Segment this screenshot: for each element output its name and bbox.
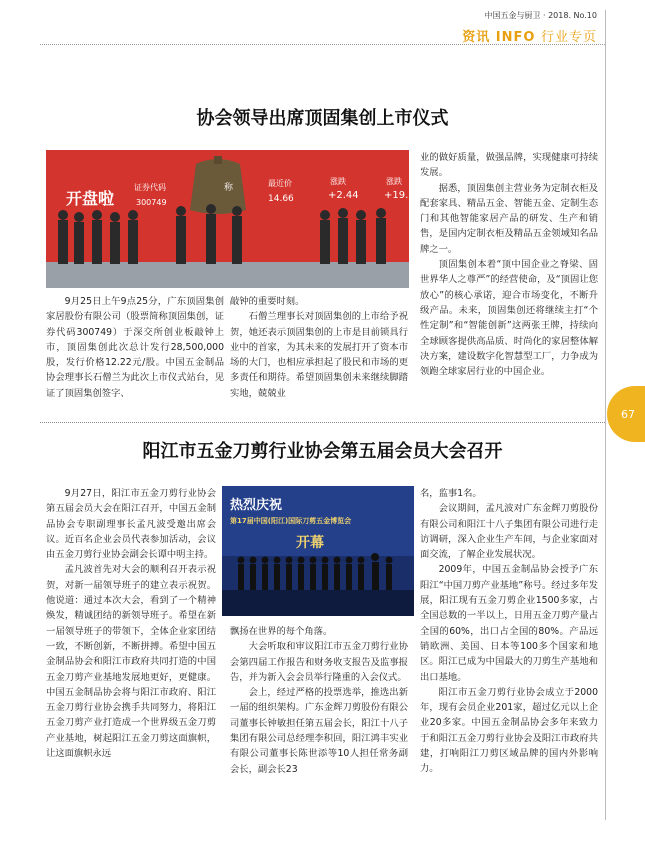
screen-open-text: 开盘啦: [66, 189, 115, 208]
section-en: INFO: [495, 30, 536, 45]
screen-latest-value: 14.66: [268, 194, 294, 204]
listing-ceremony-illustration: [46, 150, 409, 288]
article1-photo: [46, 150, 409, 288]
banner-line1: 热烈庆祝: [230, 498, 283, 513]
article2-column-2: [230, 624, 408, 777]
paragraph: 阳江市五金刀剪行业协会成立于2000年，现有会员企业201家，超过亿元以上企业20多家。中国五金制品协会多年来致力于和阳江五金刀剪行业协会及阳江市政府共建，打响阳江刀剪区域品牌的国内外影响力。: [420, 686, 598, 775]
screen-change-label: 涨跌: [330, 177, 346, 186]
screen-change-pct-label: 涨跌: [386, 177, 402, 186]
paragraph: 大会听取和审议阳江市五金刀剪行业协会第四届工作报告和财务收支报告及监事报告，并为新入会会员举行隆重的入会仪式。: [230, 641, 408, 683]
article2-column-3: [420, 486, 598, 777]
article1-column-2: [230, 294, 408, 401]
article1-column-1: [46, 294, 224, 401]
paragraph: 飘扬在世界的每个角落。: [230, 626, 333, 637]
paragraph: 会上，经过严格的投票选举，推选出新一届的组织架构。广东金辉刀剪股份有限公司董事长钟敏担任第五届会长，阳江十八子集团有限公司总经理李积回，阳江鸿丰实业有限公司董事长陈世添等10人担任常务副会长，副会长23: [230, 687, 408, 775]
screen-code-value: 300749: [136, 198, 167, 207]
banner-line3: 开幕: [296, 535, 324, 551]
header-divider: [40, 44, 605, 45]
paragraph: 孟凡波首先对大会的顺利召开表示祝贺，对新一届领导班子的建立表示祝贺。他说道：通过本次大会，看到了一个精神焕发，精诚团结的新领导班子。希望在新一届领导班子的带领下，全体企业家团结一致，不断创新，不断拼搏。希望中国五金制品协会和阳江市政府共同打造的中国五金刀剪产业基地发展地更好，更健康。中国五金制品协会将与阳江市政府、阳江五金刀剪行业协会携手共同努力，将阳江五金刀剪产业打造成一个世界级五金刀剪产业基地，树起阳江五金刀剪这面旗帜，让这面旗帜永远: [46, 564, 216, 760]
article1-title: 协会领导出席顶固集创上市仪式: [196, 108, 449, 129]
section-zh: 资讯: [462, 30, 491, 45]
page-margin-line: [605, 10, 606, 820]
paragraph: 会议期间，孟凡波对广东金辉刀剪股份有限公司和阳江十八子集团有限公司进行走访调研，深入企业生产车间，与企业家面对面交流，了解企业发展状况。: [420, 503, 598, 561]
screen-change-pct: +19.: [384, 190, 409, 201]
paragraph: 据悉，顶固集创主营业务为定制衣柜及配套家具、精品五金、智能五金、定制生态门和其他智能家居产品的研发、生产和销售，是国内定制衣柜及精品五金领域知名品牌之一。: [420, 182, 598, 255]
paragraph: 9月25日上午9点25分，广东顶固集创家居股份有限公司（股票简称顶固集创，证券代码300749）于深交所创业板敲钟上市，顶固集创此次总计发行28,500,000股，发行价格12.22元/股。中国五金制品协会理事长石僧兰为此次上市仪式站台，见证了顶固集创签字、: [46, 296, 224, 399]
paragraph: 石僧兰理事长对顶固集创的上市给予祝贺，她还表示顶固集创的上市是目前锁具行业中的首家，为其未来的发展打开了资本市场的大门，也相应承担起了股民和市场的更多责任和期待。希望顶固集创未来继续脚踏实地，兢兢业: [230, 311, 408, 399]
page-number: 67: [621, 407, 635, 421]
article1-column-3: [420, 150, 598, 379]
paragraph: 敲钟的重要时刻。: [230, 296, 305, 307]
screen-change-value: +2.44: [328, 190, 359, 201]
article-separator: [40, 422, 605, 423]
article2-photo: [222, 486, 414, 616]
article2-title: 阳江市五金刀剪行业协会第五届会员大会召开: [142, 441, 503, 462]
section-header: [462, 26, 597, 45]
article2-column-1: [46, 486, 216, 761]
banner-line2: 第17届中国(阳江)国际刀剪五金博览会: [230, 517, 352, 525]
issue-label: 中国五金与厨卫 · 2018. No.10: [484, 11, 597, 20]
paragraph: 名，监事1名。: [420, 488, 482, 499]
screen-code-label: 证券代码: [134, 183, 166, 192]
paragraph: 2009年，中国五金制品协会授予广东阳江“中国刀剪产业基地”称号。经过多年发展，阳江现有五金刀剪企业1500多家，占全国总数的一半以上，日用五金刀剪产量占全国的60%，出口占全国的80%。产品远销欧洲、美国、日本等100多个国家和地区。阳江已成为中国最大的刀剪生产基地和出口基地。: [420, 564, 598, 683]
page-number-tab: [607, 386, 645, 442]
paragraph: 业的做好质量，做强品牌，实现健康可持续发展。: [420, 152, 598, 179]
paragraph: 9月27日，阳江市五金刀剪行业协会第五届会员大会在阳江召开，中国五金制品协会专职副理事长孟凡波受邀出席会议。近百名企业会员代表参加活动，会议由五金刀剪行业协会副会长谭中明主持。: [46, 488, 216, 561]
section-rest: 行业专页: [540, 30, 597, 45]
screen-latest-label: 最近价: [268, 179, 292, 188]
screen-name-fragment: 称: [224, 183, 234, 193]
paragraph: 顶固集创本着“顶中国企业之脊梁、固世界华人之尊严”的经营使命，及“顶固让您放心”的核心承诺，迎合市场变化，不断升级产品。未来，顶固集创还将继续主打“个性定制”和“智能创新”这两张王牌，持续向全球顾客提供高品质、时尚化的家居整体解决方案，建设数字化智慧型工厂，力争成为领跑全球家居行业的中国企业。: [420, 259, 598, 378]
